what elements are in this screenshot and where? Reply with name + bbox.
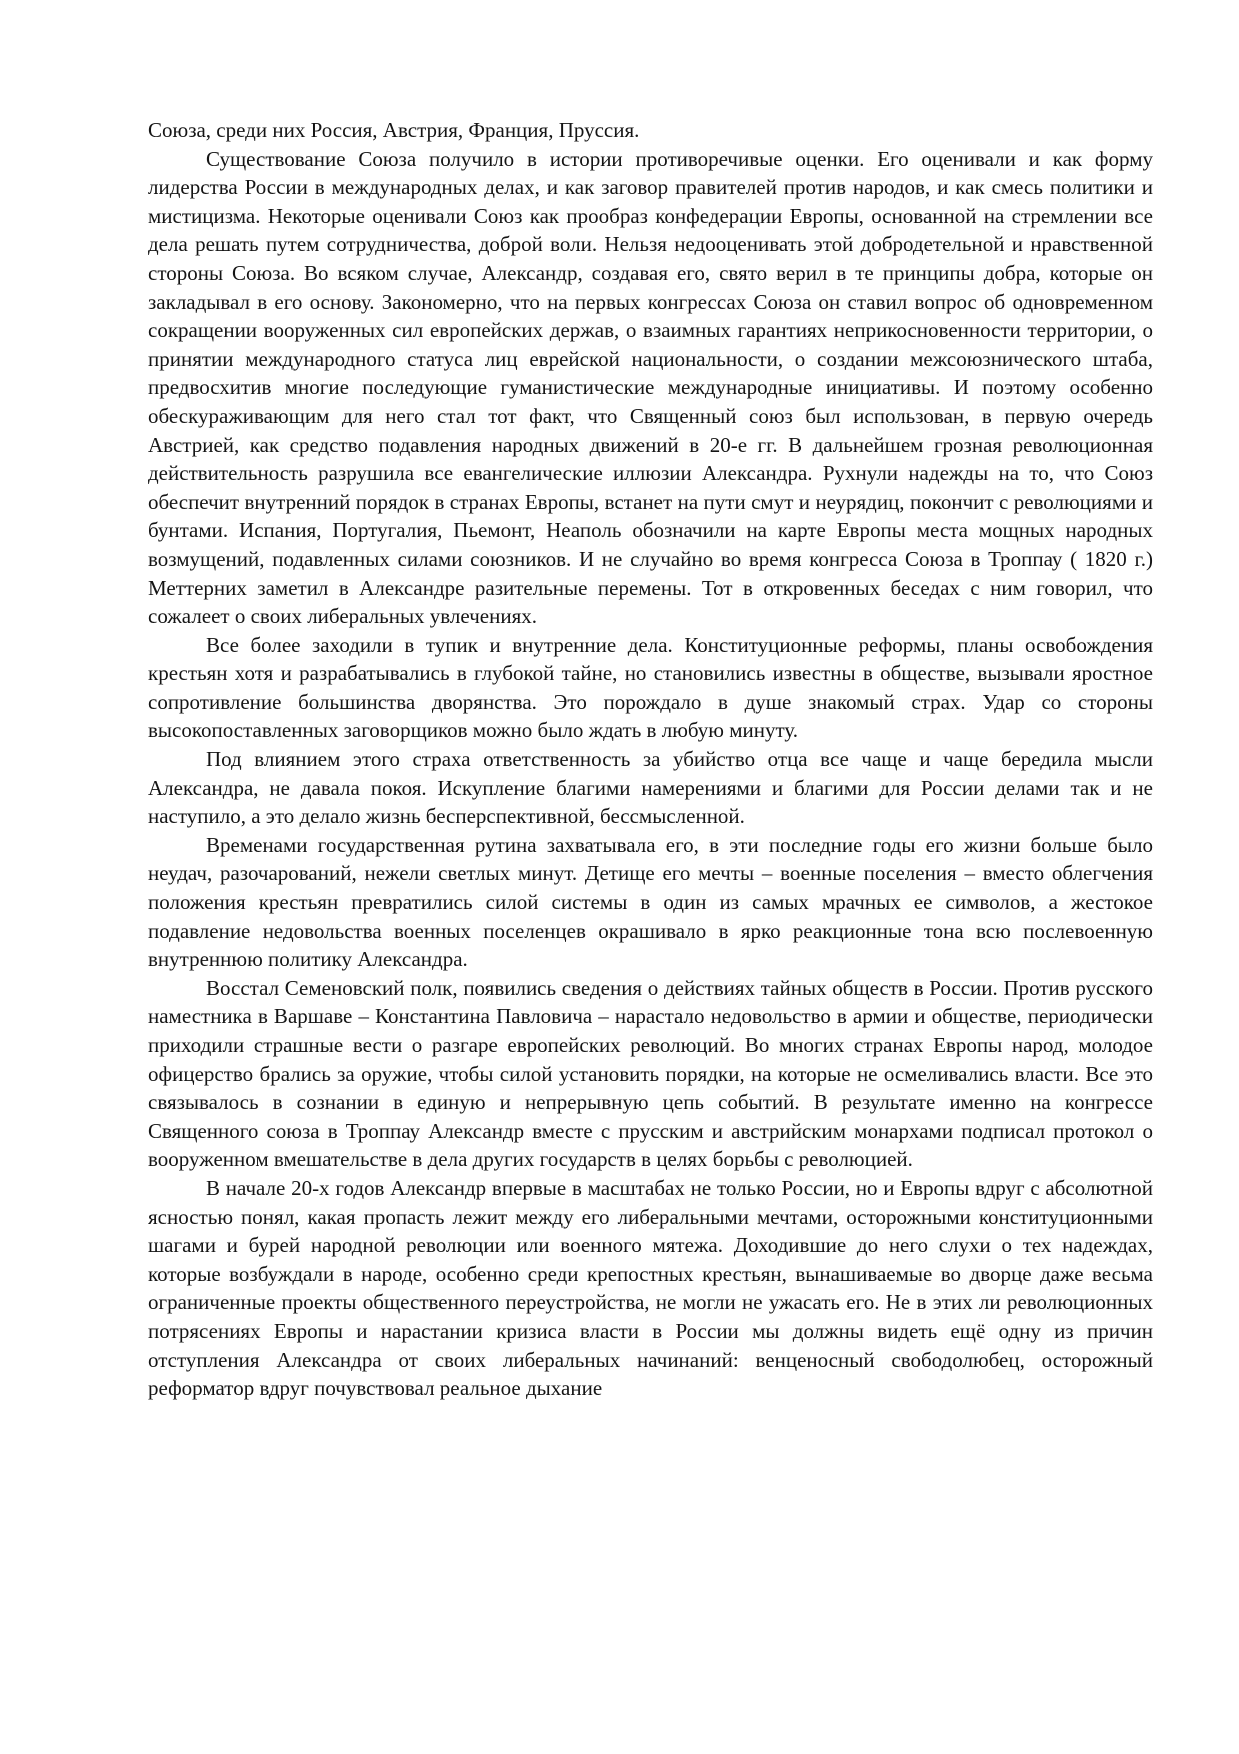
paragraph-internal-affairs: Все более заходили в тупик и внутренние дела. Конституционные реформы, планы освобождения крестьян хотя и разрабатывались в глубокой тайне, но становились известны в обществе, вызывали яростное сопротивление большинства дворянства. Это порождало в душе знакомый страх. Удар со стороны высокопоставленных заговорщиков можно было ждать в любую минуту. [148,632,1153,743]
paragraph-holy-alliance-assessment: Существование Союза получило в истории противоречивые оценки. Его оценивали и как форму лидерства России в международных делах, и как заговор правителей против народов, и как смесь политики и мистицизма. Некоторые оценивали Союз как прообраз конфедерации Европы, основанной на стремлении все дела решать путем сотрудничества, доброй воли. Нельзя недооценивать этой добродетельной и нравственной стороны Союза. Во всяком случае, Александр, создавая его, свято верил в те принципы добра, которые он закладывал в его основу. Закономерно, что на первых конгрессах Союза он ставил вопрос об одновременном сокращении вооруженных сил европейских держав, о взаимных гарантиях неприкосновенности территории, о принятии международного статуса лиц еврейской национальности, о создании межсоюзнического штаба, предвосхитив многие последующие гуманистические международные инициативы. И поэтому особенно обескураживающим для него стал тот факт, что Священный союз был использован, в первую очередь Австрией, как средство подавления народных движений в 20-е гг. В дальнейшем грозная революционная действительность разрушила все евангелические иллюзии Александра. Рухнули надежды на то, что Союз обеспечит внутренний порядок в странах Европы, встанет на пути смут и неурядиц, покончит с революциями и бунтами. Испания, Португалия, Пьемонт, Неаполь обозначили на карте Европы места мощных народных возмущений, подавленных силами союзников. И не случайно во время конгресса Союза в Троппау ( 1820 г.) Меттерних заметил в Александре разительные перемены. Тот в откровенных беседах с ним говорил, что сожалеет о своих либеральных увлечениях. [148,146,1153,629]
paragraph-continuation: Союза, среди них Россия, Австрия, Франция, Пруссия. [148,118,640,142]
paragraph-father-murder: Под влиянием этого страха ответственность за убийство отца все чаще и чаще бередила мысли Александра, не давала покоя. Искупление благими намерениями и благими для России делами так и не наступило, а это делало жизнь бесперспективной, бессмысленной. [148,747,1153,829]
paragraph-1820s-revolution: В начале 20-х годов Александр впервые в масштабах не только России, но и Европы вдруг с абсолютной ясностью понял, какая пропасть лежит между его либеральными мечтами, осторожными конституционными шагами и бурей народной революции или военного мятежа. Доходившие до него слухи о тех надеждах, которые возбуждали в народе, особенно среди крепостных крестьян, вынашиваемые во дворце даже весьма ограниченные проекты общественного переустройства, не могли не ужасать его. Не в этих ли революционных потрясениях Европы и нарастании кризиса власти в России мы должны видеть ещё одну из причин отступления Александра от своих либеральных начинаний: венценосный свободолюбец, осторожный реформатор вдруг почувствовал реальное дыхание [148,1175,1153,1401]
paragraph-semenovsky-revolt: Восстал Семеновский полк, появились сведения о действиях тайных обществ в России. Против русского наместника в Варшаве – Константина Павловича – нарастало недовольство в армии и обществе, периодически приходили страшные вести о разгаре европейских революций. Во многих странах Европы народ, молодое офицерство брались за оружие, чтобы силой установить порядки, на которые не осмеливались власти. Все это связывалось в сознании в единую и непрерывную цепь событий. В результате именно на конгрессе Священного союза в Троппау Александр вместе с прусским и австрийским монархами подписал протокол о вооруженном вмешательстве в дела других государств в целях борьбы с революцией. [148,975,1153,1172]
paragraph-military-settlements: Временами государственная рутина захватывала его, в эти последние годы его жизни больше было неудач, разочарований, нежели светлых минут. Детище его мечты – военные поселения – вместо облегчения положения крестьян превратились силой системы в один из самых мрачных ее символов, а жестокое подавление недовольства военных поселенцев окрашивало в ярко реакционные тона всю послевоенную внутреннюю политику Александра. [148,832,1153,972]
document-page [148,116,1153,1403]
